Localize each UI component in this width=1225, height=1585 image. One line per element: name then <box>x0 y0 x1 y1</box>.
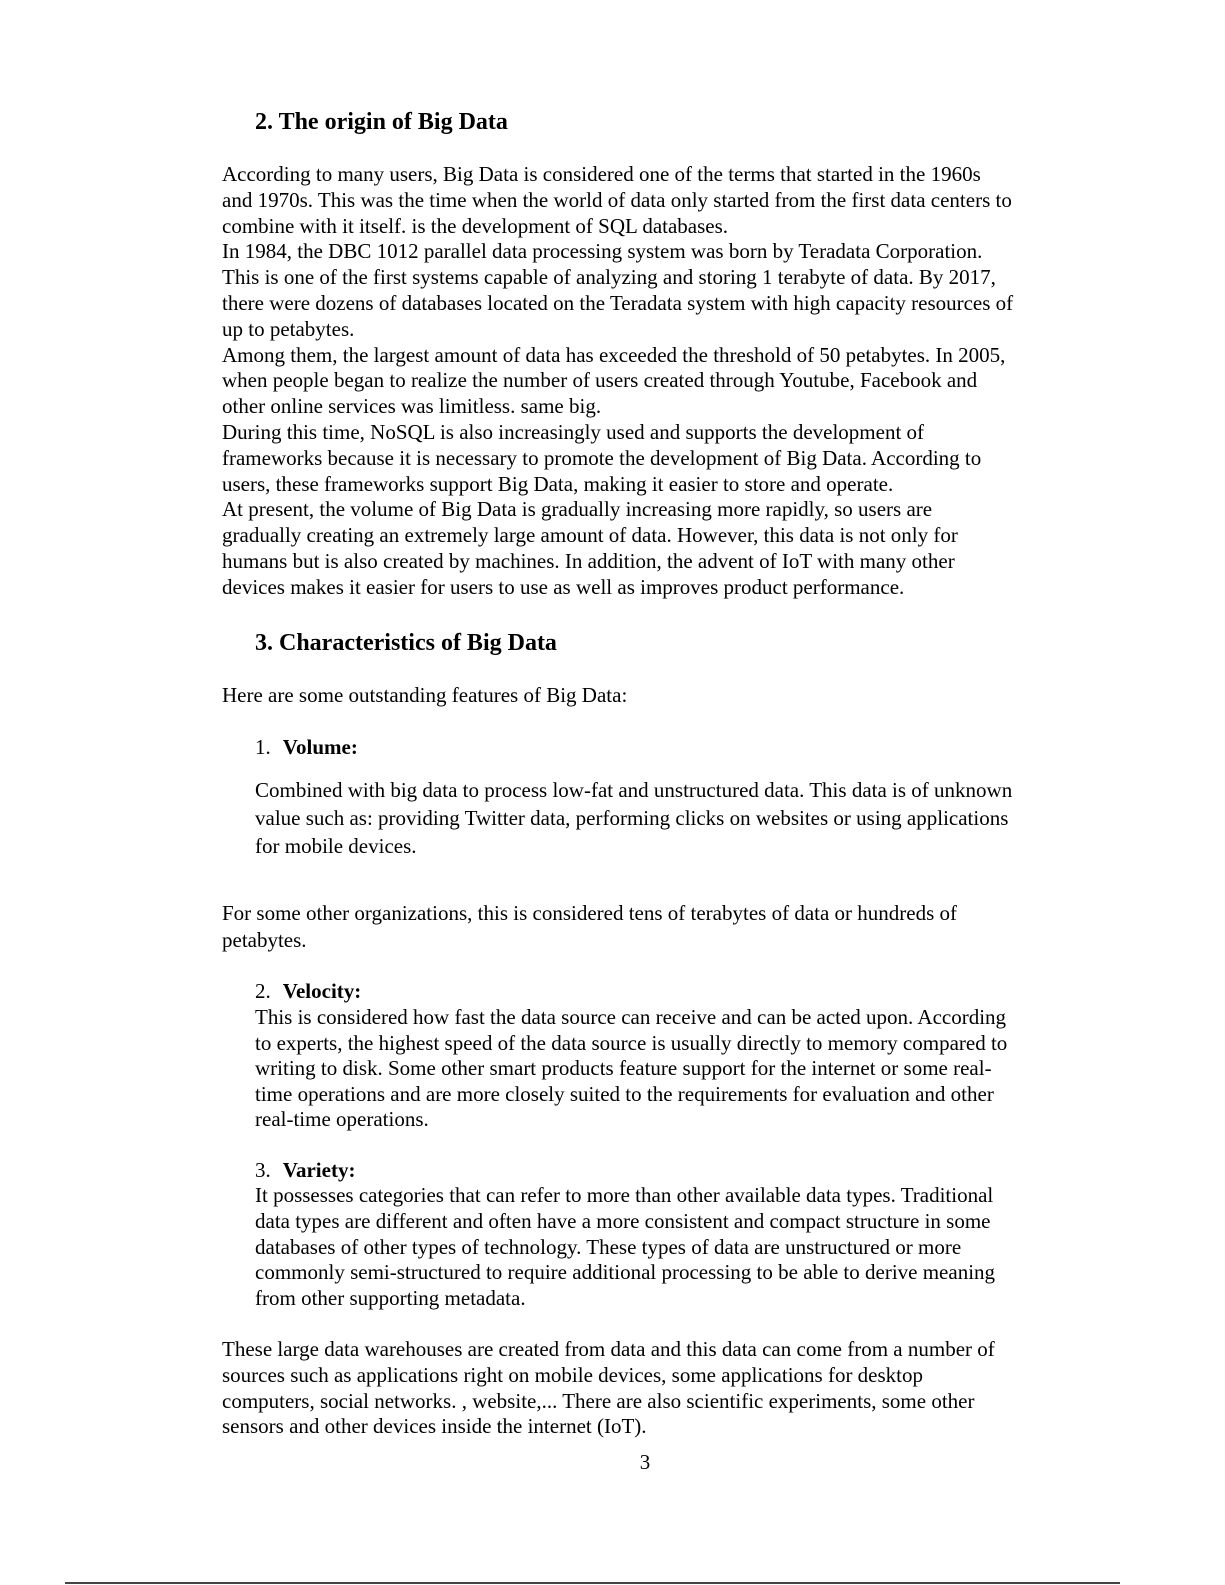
text-line: devices makes it easier for users to use as well as improves product performance. <box>222 574 905 599</box>
text-line: there were dozens of databases located on the Teradata system with high capacity resources of <box>222 290 1014 315</box>
text-line: Here are some outstanding features of Big Data: <box>222 683 628 707</box>
text-line: frameworks because it is necessary to promote the development of Big Data. According to <box>222 445 982 470</box>
text-line: petabytes. <box>222 928 307 952</box>
text-line: These large data warehouses are created from data and this data can come from a number of <box>222 1337 995 1361</box>
list-label: Variety: <box>282 1158 356 1182</box>
characteristics-intro <box>222 682 627 708</box>
text-line: This is one of the first systems capable of analyzing and storing 1 terabyte of data. By 2017, <box>222 265 996 290</box>
volume-description <box>255 776 1012 860</box>
text-line: when people began to realize the number of users created through Youtube, Facebook and <box>222 368 978 393</box>
text-line: It possesses categories that can refer to more than other available data types. Traditional <box>255 1183 994 1207</box>
origin-paragraph <box>222 162 1013 601</box>
list-label: Velocity: <box>282 979 362 1003</box>
text-line: value such as: providing Twitter data, performing clicks on websites or using applications <box>255 806 1009 830</box>
list-number: 2. <box>255 979 271 1003</box>
velocity-description <box>255 1005 1007 1133</box>
text-line: According to many users, Big Data is considered one of the terms that started in the 1960s <box>222 162 981 186</box>
text-line: for mobile devices. <box>255 834 417 858</box>
volume-note <box>222 900 957 954</box>
text-line: sources such as applications right on mobile devices, some applications for desktop <box>222 1362 924 1387</box>
list-number: 1. <box>255 735 271 759</box>
text-line: sensors and other devices inside the internet (IoT). <box>222 1414 647 1439</box>
text-line: to experts, the highest speed of the data source is usually directly to memory compared to <box>255 1030 1008 1055</box>
text-line: At present, the volume of Big Data is gradually increasing more rapidly, so users are <box>222 497 933 522</box>
list-item-volume <box>255 734 358 760</box>
text-line: time operations and are more closely suited to the requirements for evaluation and other <box>255 1081 994 1106</box>
list-number: 3. <box>255 1158 271 1182</box>
page-number: 3 <box>639 1450 651 1474</box>
text-line: other online services was limitless. same big. <box>222 394 602 419</box>
variety-description <box>255 1183 995 1312</box>
text-line: For some other organizations, this is considered tens of terabytes of data or hundreds of <box>222 901 958 925</box>
text-line: gradually creating an extremely large amount of data. However, this data is not only for <box>222 523 958 548</box>
text-line: humans but is also created by machines. In addition, the advent of IoT with many other <box>222 548 955 573</box>
text-line: During this time, NoSQL is also increasingly used and supports the development of <box>222 419 925 444</box>
list-item-variety <box>255 1157 355 1183</box>
list-item-velocity <box>255 978 361 1004</box>
text-line: This is considered how fast the data source can receive and can be acted upon. According <box>255 1005 1007 1029</box>
text-line: writing to disk. Some other smart products feature support for the internet or some real- <box>255 1056 992 1081</box>
text-line: databases of other types of technology. These types of data are unstructured or more <box>255 1234 962 1259</box>
section-heading-characteristics: 3. Characteristics of Big Data <box>255 630 557 656</box>
text-line: commonly semi-structured to require additional processing to be able to derive meaning <box>255 1260 996 1285</box>
text-line: from other supporting metadata. <box>255 1286 526 1311</box>
text-line: data types are different and often have a more consistent and compact structure in some <box>255 1208 991 1233</box>
text-line: Among them, the largest amount of data has exceeded the threshold of 50 petabytes. In 2005, <box>222 342 1006 367</box>
text-line: Combined with big data to process low-fat and unstructured data. This data is of unknown <box>255 778 1013 802</box>
text-line: In 1984, the DBC 1012 parallel data processing system was born by Teradata Corporation. <box>222 239 983 264</box>
text-line: real-time operations. <box>255 1107 429 1132</box>
section-heading-origin: 2. The origin of Big Data <box>255 109 508 135</box>
closing-paragraph <box>222 1337 995 1440</box>
list-label: Volume: <box>282 735 358 759</box>
text-line: users, these frameworks support Big Data, making it easier to store and operate. <box>222 471 894 496</box>
text-line: computers, social networks. , website,... There are also scientific experiments, some other <box>222 1388 975 1413</box>
text-line: combine with it itself. is the development of SQL databases. <box>222 213 729 238</box>
page-bottom-rule <box>65 1582 1120 1584</box>
text-line: and 1970s. This was the time when the world of data only started from the first data centers to <box>222 187 1012 212</box>
text-line: up to petabytes. <box>222 316 355 341</box>
